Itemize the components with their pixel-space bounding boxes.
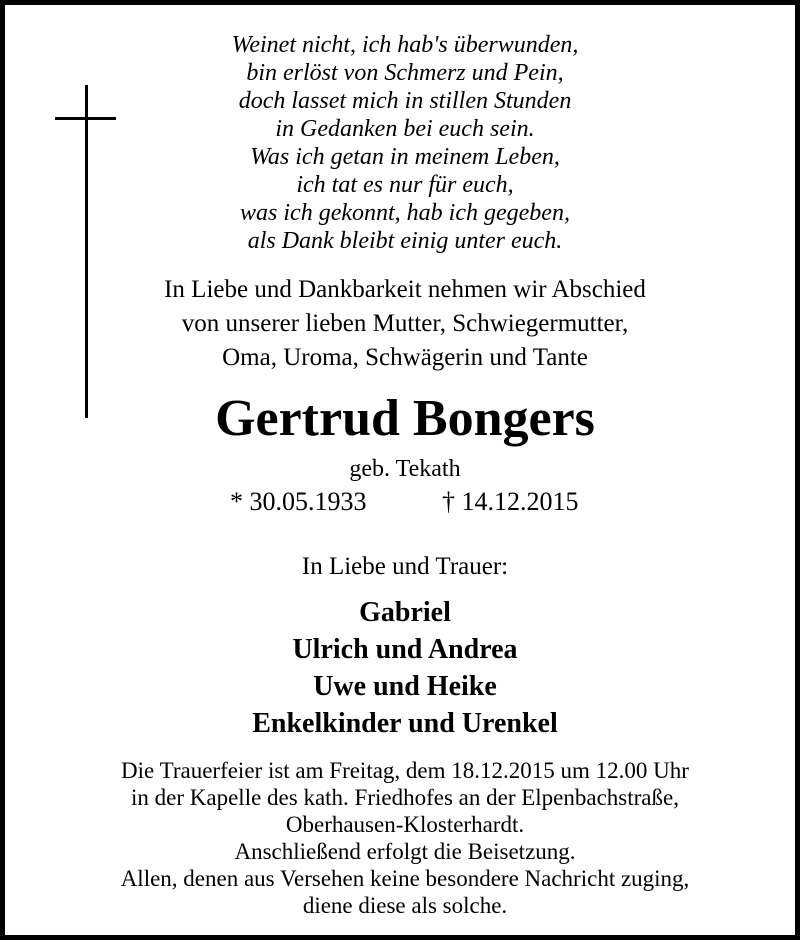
poem-line: in Gedanken bei euch sein. [275,116,535,142]
service-line: Oberhausen-Klosterhardt. [285,812,525,837]
service-line: diene diese als solche. [302,893,508,918]
birth-name: geb. Tekath [349,456,461,482]
poem-line: Weinet nicht, ich hab's überwunden, [231,32,579,58]
mourners-list [65,594,745,742]
life-dates [5,487,800,517]
poem-line: Was ich getan in meinem Leben, [250,144,560,170]
service-details [45,757,765,919]
deceased-name: Gertrud Bongers [215,390,595,447]
mourner: Uwe und Heike [313,671,497,702]
service-line: Die Trauerfeier ist am Freitag, dem 18.12.2015 um 12.00 Uhr [121,758,689,783]
poem-line: als Dank bleibt einig unter euch. [247,228,563,254]
birth-date: * 30.05.1933 [230,487,367,516]
service-line: Allen, denen aus Versehen keine besondere Nachricht zuging, [120,866,690,891]
mourner: Gabriel [359,597,451,628]
service-line: Anschließend erfolgt die Beisetzung. [234,839,576,864]
intro-line: von unserer lieben Mutter, Schwiegermutter, [181,310,629,337]
poem-line: was ich gekonnt, hab ich gegeben, [240,200,570,226]
mourning-heading: In Liebe und Trauer: [301,553,509,580]
poem-line: bin erlöst von Schmerz und Pein, [246,60,564,86]
farewell-intro [65,273,745,375]
poem-line: ich tat es nur für euch, [296,172,514,198]
service-line: in der Kapelle des kath. Friedhofes an der Elpenbachstraße, [131,785,679,810]
poem [45,31,765,255]
intro-line: Oma, Uroma, Schwägerin und Tante [222,344,588,371]
mourner: Enkelkinder und Urenkel [252,708,558,739]
mourner: Ulrich und Andrea [292,634,518,665]
poem-line: doch lasset mich in stillen Stunden [238,88,572,114]
death-date: † 14.12.2015 [442,487,579,516]
intro-line: In Liebe und Dankbarkeit nehmen wir Abschied [164,276,646,303]
